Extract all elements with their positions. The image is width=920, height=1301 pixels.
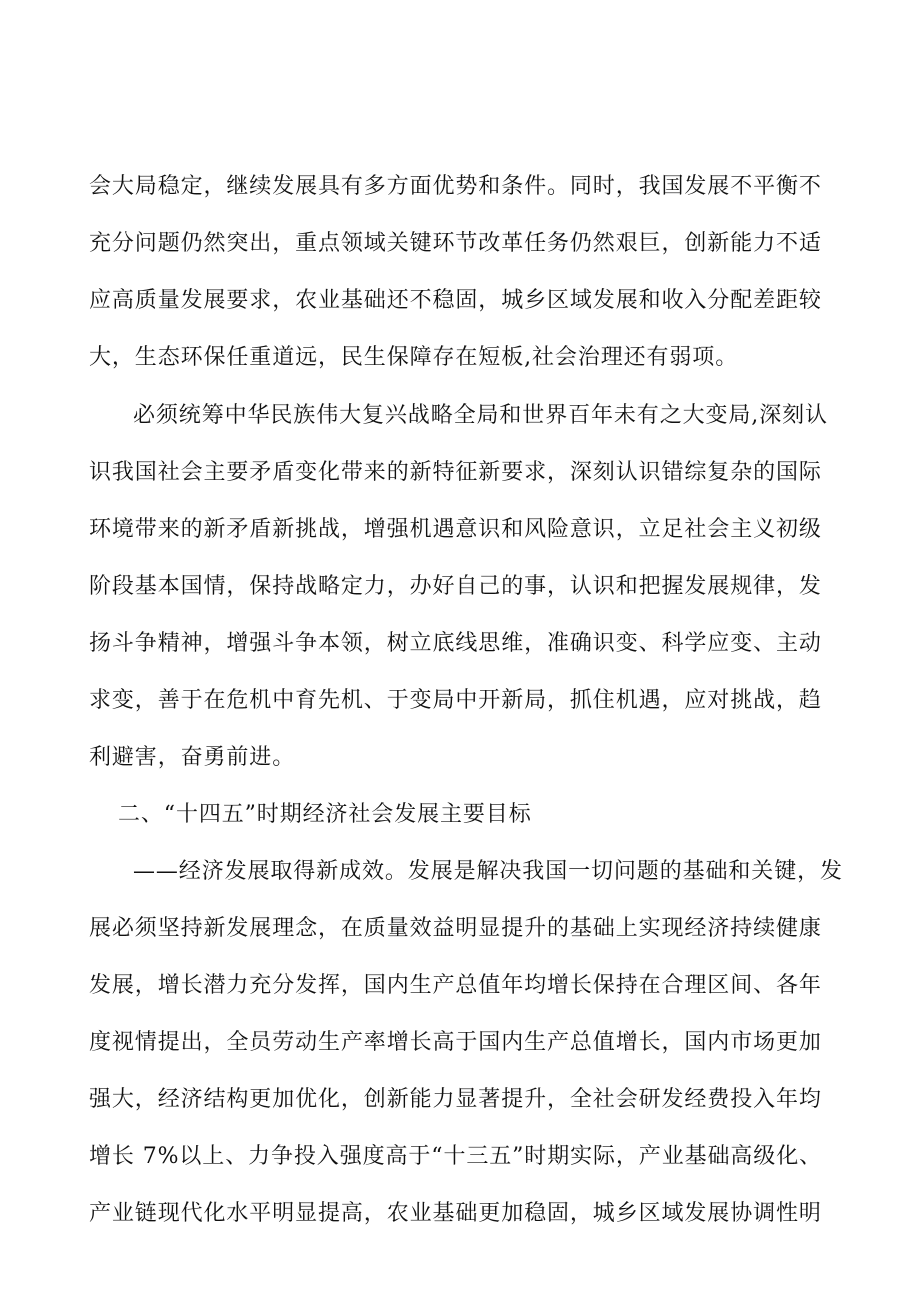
text-line: 识我国社会主要矛盾变化带来的新特征新要求，深刻认识错综复杂的国际 xyxy=(89,460,822,485)
text-line: 会大局稳定，继续发展具有多方面优势和条件。同时，我国发展不平衡不 xyxy=(89,174,822,199)
text-line: 增长 7%以上、力争投入强度高于“十三五”时期实际，产业基础高级化、 xyxy=(89,1144,822,1169)
text-line: 利避害，奋勇前进。 xyxy=(89,745,296,770)
text-line: 发展，增长潜力充分发挥，国内生产总值年均增长保持在合理区间、各年 xyxy=(89,973,822,998)
text-line: 求变，善于在危机中育先机、于变局中开新局，抓住机遇，应对挑战，趋 xyxy=(89,688,822,713)
text-line: 充分问题仍然突出，重点领域关键环节改革任务仍然艰巨，创新能力不适 xyxy=(89,231,822,256)
text-line: 强大，经济结构更加优化，创新能力显著提升，全社会研发经费投入年均 xyxy=(89,1087,822,1112)
text-line: 展必须坚持新发展理念，在质量效益明显提升的基础上实现经济持续健康 xyxy=(89,916,822,941)
text-line: 度视情提出，全员劳动生产率增长高于国内生产总值增长，国内市场更加 xyxy=(89,1030,822,1055)
text-line: 应高质量发展要求，农业基础还不稳固，城乡区域发展和收入分配差距较 xyxy=(89,288,822,313)
text-line: 产业链现代化水平明显提高，农业基础更加稳固，城乡区域发展协调性明 xyxy=(89,1201,822,1226)
text-line: 必须统筹中华民族伟大复兴战略全局和世界百年未有之大变局,深刻认 xyxy=(133,403,828,428)
section-heading: 二、“十四五”时期经济社会发展主要目标 xyxy=(118,802,532,827)
text-line: 扬斗争精神，增强斗争本领，树立底线思维，准确识变、科学应变、主动 xyxy=(89,631,822,656)
text-line: 大，生态环保任重道远，民生保障存在短板,社会治理还有弱项。 xyxy=(89,345,739,370)
text-line: 阶段基本国情，保持战略定力，办好自己的事，认识和把握发展规律，发 xyxy=(89,574,822,599)
text-line: 环境带来的新矛盾新挑战，增强机遇意识和风险意识，立足社会主义初级 xyxy=(89,517,822,542)
text-line: ——经济发展取得新成效。发展是解决我国一切问题的基础和关键，发 xyxy=(133,859,843,884)
